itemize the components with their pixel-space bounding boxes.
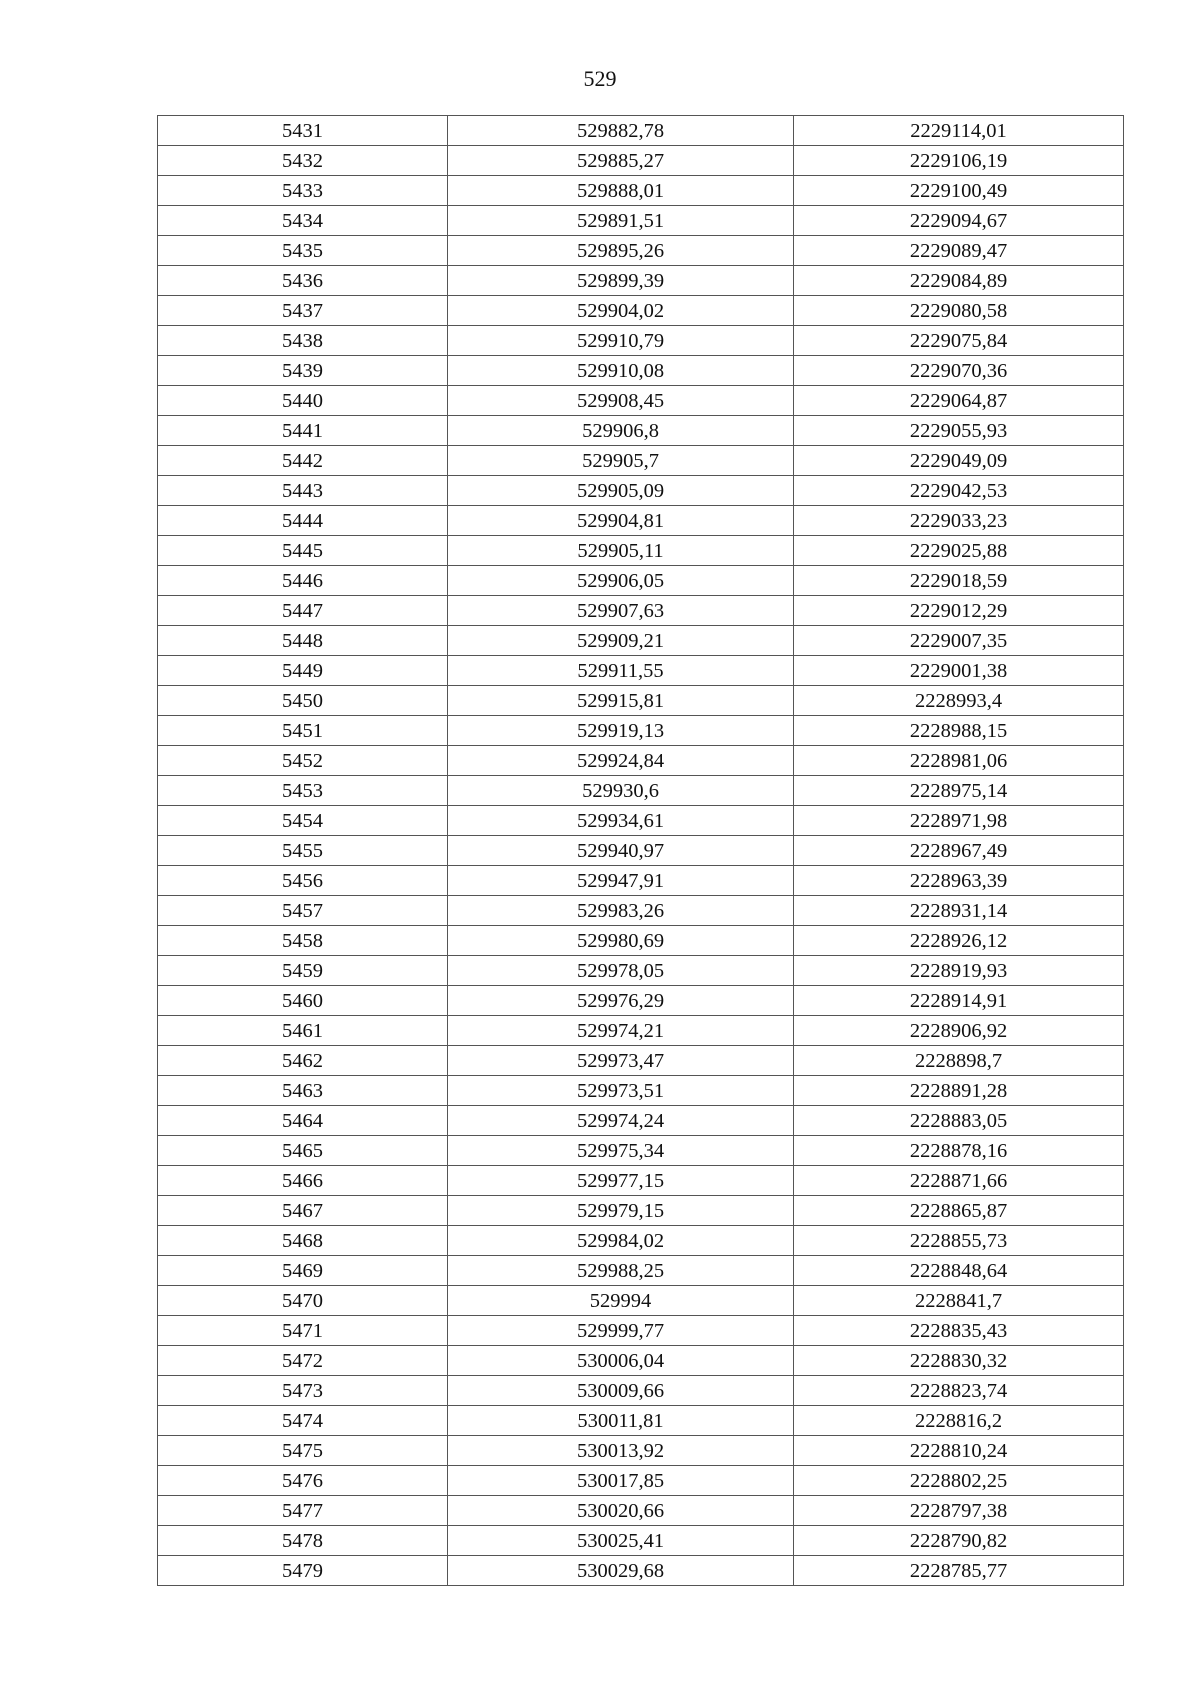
table-row xyxy=(158,1226,1124,1256)
y-coordinate-cell: 2229025,88 xyxy=(794,536,1124,566)
table-row xyxy=(158,1346,1124,1376)
y-coordinate-cell: 2228906,92 xyxy=(794,1016,1124,1046)
x-coordinate-cell: 529940,97 xyxy=(448,836,794,866)
y-coordinate-cell: 2228993,4 xyxy=(794,686,1124,716)
point-number-cell: 5437 xyxy=(158,296,448,326)
point-number-cell: 5461 xyxy=(158,1016,448,1046)
y-coordinate-cell: 2228855,73 xyxy=(794,1226,1124,1256)
y-coordinate-cell: 2228841,7 xyxy=(794,1286,1124,1316)
y-coordinate-cell: 2228797,38 xyxy=(794,1496,1124,1526)
table-row xyxy=(158,506,1124,536)
y-coordinate-cell: 2228785,77 xyxy=(794,1556,1124,1586)
x-coordinate-cell: 530013,92 xyxy=(448,1436,794,1466)
y-coordinate-cell: 2229033,23 xyxy=(794,506,1124,536)
y-coordinate-cell: 2228967,49 xyxy=(794,836,1124,866)
x-coordinate-cell: 529980,69 xyxy=(448,926,794,956)
x-coordinate-cell: 530011,81 xyxy=(448,1406,794,1436)
x-coordinate-cell: 529906,05 xyxy=(448,566,794,596)
point-number-cell: 5474 xyxy=(158,1406,448,1436)
y-coordinate-cell: 2228823,74 xyxy=(794,1376,1124,1406)
x-coordinate-cell: 529888,01 xyxy=(448,176,794,206)
x-coordinate-cell: 529994 xyxy=(448,1286,794,1316)
x-coordinate-cell: 529911,55 xyxy=(448,656,794,686)
y-coordinate-cell: 2228971,98 xyxy=(794,806,1124,836)
point-number-cell: 5456 xyxy=(158,866,448,896)
y-coordinate-cell: 2228848,64 xyxy=(794,1256,1124,1286)
coordinates-table xyxy=(157,115,1124,1586)
x-coordinate-cell: 529924,84 xyxy=(448,746,794,776)
point-number-cell: 5471 xyxy=(158,1316,448,1346)
point-number-cell: 5435 xyxy=(158,236,448,266)
point-number-cell: 5476 xyxy=(158,1466,448,1496)
x-coordinate-cell: 529891,51 xyxy=(448,206,794,236)
x-coordinate-cell: 529999,77 xyxy=(448,1316,794,1346)
y-coordinate-cell: 2228878,16 xyxy=(794,1136,1124,1166)
table-row xyxy=(158,596,1124,626)
y-coordinate-cell: 2228914,91 xyxy=(794,986,1124,1016)
table-row xyxy=(158,1016,1124,1046)
table-row xyxy=(158,956,1124,986)
point-number-cell: 5436 xyxy=(158,266,448,296)
point-number-cell: 5458 xyxy=(158,926,448,956)
table-row xyxy=(158,626,1124,656)
y-coordinate-cell: 2229114,01 xyxy=(794,116,1124,146)
point-number-cell: 5442 xyxy=(158,446,448,476)
x-coordinate-cell: 529908,45 xyxy=(448,386,794,416)
y-coordinate-cell: 2229100,49 xyxy=(794,176,1124,206)
y-coordinate-cell: 2229007,35 xyxy=(794,626,1124,656)
x-coordinate-cell: 529906,8 xyxy=(448,416,794,446)
y-coordinate-cell: 2228830,32 xyxy=(794,1346,1124,1376)
table-row xyxy=(158,1076,1124,1106)
y-coordinate-cell: 2229106,19 xyxy=(794,146,1124,176)
point-number-cell: 5439 xyxy=(158,356,448,386)
table-row xyxy=(158,566,1124,596)
table-row xyxy=(158,1556,1124,1586)
y-coordinate-cell: 2228963,39 xyxy=(794,866,1124,896)
y-coordinate-cell: 2228835,43 xyxy=(794,1316,1124,1346)
table-row xyxy=(158,1466,1124,1496)
x-coordinate-cell: 529934,61 xyxy=(448,806,794,836)
table-row xyxy=(158,716,1124,746)
point-number-cell: 5432 xyxy=(158,146,448,176)
table-row xyxy=(158,1136,1124,1166)
y-coordinate-cell: 2228802,25 xyxy=(794,1466,1124,1496)
point-number-cell: 5459 xyxy=(158,956,448,986)
table-row xyxy=(158,176,1124,206)
y-coordinate-cell: 2229055,93 xyxy=(794,416,1124,446)
x-coordinate-cell: 529988,25 xyxy=(448,1256,794,1286)
point-number-cell: 5446 xyxy=(158,566,448,596)
point-number-cell: 5431 xyxy=(158,116,448,146)
point-number-cell: 5448 xyxy=(158,626,448,656)
point-number-cell: 5475 xyxy=(158,1436,448,1466)
table-row xyxy=(158,296,1124,326)
point-number-cell: 5472 xyxy=(158,1346,448,1376)
x-coordinate-cell: 530017,85 xyxy=(448,1466,794,1496)
y-coordinate-cell: 2228891,28 xyxy=(794,1076,1124,1106)
point-number-cell: 5478 xyxy=(158,1526,448,1556)
table-row xyxy=(158,116,1124,146)
point-number-cell: 5451 xyxy=(158,716,448,746)
table-row xyxy=(158,1166,1124,1196)
point-number-cell: 5449 xyxy=(158,656,448,686)
point-number-cell: 5438 xyxy=(158,326,448,356)
x-coordinate-cell: 529973,47 xyxy=(448,1046,794,1076)
table-row xyxy=(158,476,1124,506)
x-coordinate-cell: 529984,02 xyxy=(448,1226,794,1256)
table-row xyxy=(158,1046,1124,1076)
x-coordinate-cell: 529905,11 xyxy=(448,536,794,566)
y-coordinate-cell: 2228871,66 xyxy=(794,1166,1124,1196)
point-number-cell: 5460 xyxy=(158,986,448,1016)
point-number-cell: 5479 xyxy=(158,1556,448,1586)
x-coordinate-cell: 529977,15 xyxy=(448,1166,794,1196)
x-coordinate-cell: 529976,29 xyxy=(448,986,794,1016)
x-coordinate-cell: 529882,78 xyxy=(448,116,794,146)
point-number-cell: 5447 xyxy=(158,596,448,626)
x-coordinate-cell: 530029,68 xyxy=(448,1556,794,1586)
table-row xyxy=(158,776,1124,806)
y-coordinate-cell: 2228883,05 xyxy=(794,1106,1124,1136)
point-number-cell: 5463 xyxy=(158,1076,448,1106)
x-coordinate-cell: 530009,66 xyxy=(448,1376,794,1406)
point-number-cell: 5443 xyxy=(158,476,448,506)
y-coordinate-cell: 2229018,59 xyxy=(794,566,1124,596)
y-coordinate-cell: 2228810,24 xyxy=(794,1436,1124,1466)
point-number-cell: 5440 xyxy=(158,386,448,416)
y-coordinate-cell: 2228919,93 xyxy=(794,956,1124,986)
y-coordinate-cell: 2228988,15 xyxy=(794,716,1124,746)
x-coordinate-cell: 529930,6 xyxy=(448,776,794,806)
point-number-cell: 5445 xyxy=(158,536,448,566)
x-coordinate-cell: 529895,26 xyxy=(448,236,794,266)
table-row xyxy=(158,1106,1124,1136)
point-number-cell: 5465 xyxy=(158,1136,448,1166)
y-coordinate-cell: 2229049,09 xyxy=(794,446,1124,476)
x-coordinate-cell: 529905,09 xyxy=(448,476,794,506)
table-row xyxy=(158,236,1124,266)
point-number-cell: 5452 xyxy=(158,746,448,776)
y-coordinate-cell: 2229064,87 xyxy=(794,386,1124,416)
point-number-cell: 5469 xyxy=(158,1256,448,1286)
table-row xyxy=(158,356,1124,386)
coordinates-table-body xyxy=(158,116,1124,1586)
point-number-cell: 5473 xyxy=(158,1376,448,1406)
x-coordinate-cell: 529979,15 xyxy=(448,1196,794,1226)
y-coordinate-cell: 2229042,53 xyxy=(794,476,1124,506)
y-coordinate-cell: 2229089,47 xyxy=(794,236,1124,266)
table-row xyxy=(158,266,1124,296)
table-row xyxy=(158,806,1124,836)
table-row xyxy=(158,1436,1124,1466)
point-number-cell: 5464 xyxy=(158,1106,448,1136)
x-coordinate-cell: 529899,39 xyxy=(448,266,794,296)
table-row xyxy=(158,536,1124,566)
table-row xyxy=(158,836,1124,866)
point-number-cell: 5468 xyxy=(158,1226,448,1256)
point-number-cell: 5433 xyxy=(158,176,448,206)
x-coordinate-cell: 529973,51 xyxy=(448,1076,794,1106)
table-row xyxy=(158,1256,1124,1286)
table-row xyxy=(158,866,1124,896)
point-number-cell: 5455 xyxy=(158,836,448,866)
table-row xyxy=(158,416,1124,446)
table-row xyxy=(158,1496,1124,1526)
x-coordinate-cell: 529909,21 xyxy=(448,626,794,656)
table-row xyxy=(158,1196,1124,1226)
table-row xyxy=(158,1286,1124,1316)
x-coordinate-cell: 530006,04 xyxy=(448,1346,794,1376)
x-coordinate-cell: 529904,81 xyxy=(448,506,794,536)
table-row xyxy=(158,986,1124,1016)
point-number-cell: 5470 xyxy=(158,1286,448,1316)
y-coordinate-cell: 2228981,06 xyxy=(794,746,1124,776)
x-coordinate-cell: 529905,7 xyxy=(448,446,794,476)
table-row xyxy=(158,656,1124,686)
y-coordinate-cell: 2228865,87 xyxy=(794,1196,1124,1226)
y-coordinate-cell: 2229012,29 xyxy=(794,596,1124,626)
y-coordinate-cell: 2228926,12 xyxy=(794,926,1124,956)
y-coordinate-cell: 2228975,14 xyxy=(794,776,1124,806)
point-number-cell: 5477 xyxy=(158,1496,448,1526)
table-row xyxy=(158,926,1124,956)
x-coordinate-cell: 529904,02 xyxy=(448,296,794,326)
table-row xyxy=(158,206,1124,236)
point-number-cell: 5467 xyxy=(158,1196,448,1226)
y-coordinate-cell: 2228790,82 xyxy=(794,1526,1124,1556)
table-row xyxy=(158,326,1124,356)
point-number-cell: 5453 xyxy=(158,776,448,806)
x-coordinate-cell: 529919,13 xyxy=(448,716,794,746)
point-number-cell: 5466 xyxy=(158,1166,448,1196)
y-coordinate-cell: 2229075,84 xyxy=(794,326,1124,356)
y-coordinate-cell: 2228816,2 xyxy=(794,1406,1124,1436)
x-coordinate-cell: 529983,26 xyxy=(448,896,794,926)
point-number-cell: 5444 xyxy=(158,506,448,536)
x-coordinate-cell: 529907,63 xyxy=(448,596,794,626)
table-row xyxy=(158,386,1124,416)
table-row xyxy=(158,1406,1124,1436)
table-row xyxy=(158,896,1124,926)
x-coordinate-cell: 529910,08 xyxy=(448,356,794,386)
y-coordinate-cell: 2228931,14 xyxy=(794,896,1124,926)
table-row xyxy=(158,1526,1124,1556)
point-number-cell: 5434 xyxy=(158,206,448,236)
y-coordinate-cell: 2229094,67 xyxy=(794,206,1124,236)
x-coordinate-cell: 529915,81 xyxy=(448,686,794,716)
y-coordinate-cell: 2229070,36 xyxy=(794,356,1124,386)
y-coordinate-cell: 2229001,38 xyxy=(794,656,1124,686)
point-number-cell: 5441 xyxy=(158,416,448,446)
page-number: 529 xyxy=(583,66,617,91)
x-coordinate-cell: 529947,91 xyxy=(448,866,794,896)
x-coordinate-cell: 529885,27 xyxy=(448,146,794,176)
table-row xyxy=(158,1316,1124,1346)
table-row xyxy=(158,1376,1124,1406)
x-coordinate-cell: 529978,05 xyxy=(448,956,794,986)
x-coordinate-cell: 530025,41 xyxy=(448,1526,794,1556)
x-coordinate-cell: 529910,79 xyxy=(448,326,794,356)
x-coordinate-cell: 530020,66 xyxy=(448,1496,794,1526)
table-row xyxy=(158,446,1124,476)
point-number-cell: 5462 xyxy=(158,1046,448,1076)
x-coordinate-cell: 529975,34 xyxy=(448,1136,794,1166)
point-number-cell: 5457 xyxy=(158,896,448,926)
y-coordinate-cell: 2228898,7 xyxy=(794,1046,1124,1076)
table-row xyxy=(158,686,1124,716)
y-coordinate-cell: 2229080,58 xyxy=(794,296,1124,326)
table-row xyxy=(158,746,1124,776)
y-coordinate-cell: 2229084,89 xyxy=(794,266,1124,296)
x-coordinate-cell: 529974,21 xyxy=(448,1016,794,1046)
table-row xyxy=(158,146,1124,176)
point-number-cell: 5454 xyxy=(158,806,448,836)
x-coordinate-cell: 529974,24 xyxy=(448,1106,794,1136)
point-number-cell: 5450 xyxy=(158,686,448,716)
